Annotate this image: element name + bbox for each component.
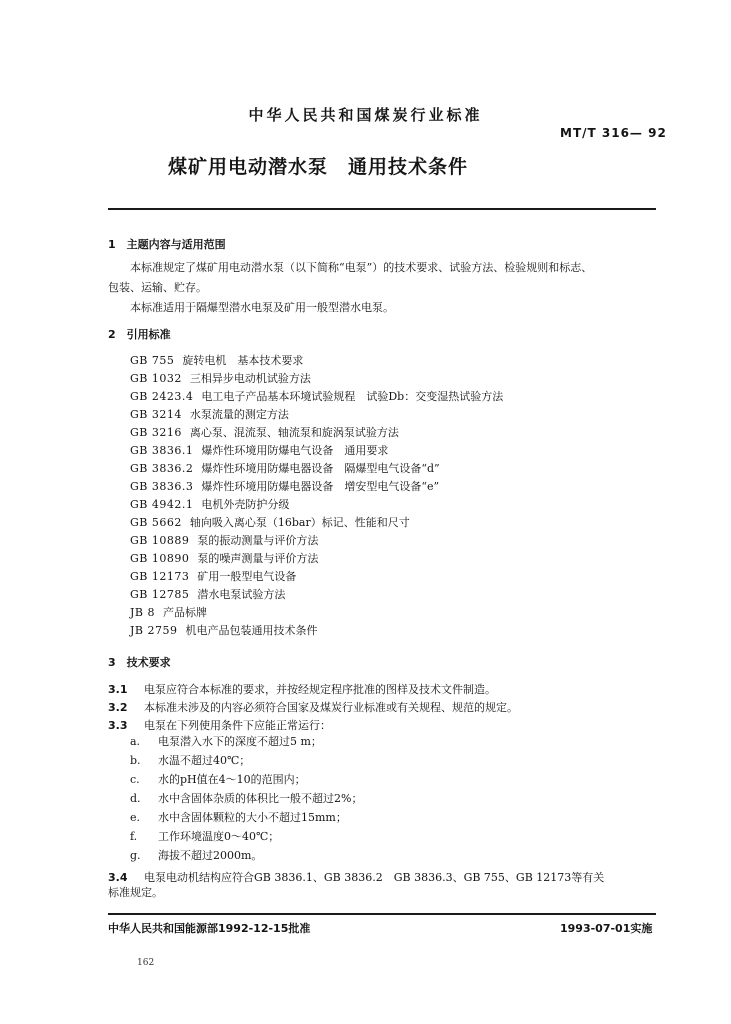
clause-number: 3.1 (108, 683, 128, 696)
approval-date: 中华人民共和国能源部1992-12-15批准 (108, 922, 311, 935)
reference-item (130, 352, 303, 368)
reference-title: 水泵流量的测定方法 (189, 408, 289, 421)
reference-code: GB 3836.1 (130, 444, 194, 457)
condition-item (130, 733, 322, 749)
reference-code: GB 5662 (130, 516, 182, 529)
standard-code: MT/T 316— 92 (560, 126, 667, 140)
section-1-para-1-line-1: 本标准规定了煤矿用电动潜水泵（以下简称“电泵”）的技术要求、试验方法、检验规则和标志、 (130, 261, 593, 274)
clause-number: 3.2 (108, 701, 128, 714)
clause-3-1 (108, 678, 496, 697)
reference-item (130, 460, 440, 476)
effective-date: 1993-07-01实施 (560, 922, 653, 935)
reference-title: 泵的振动测量与评价方法 (197, 534, 319, 547)
reference-item (130, 370, 311, 386)
reference-item (130, 514, 410, 530)
section-2-heading: 2 引用标准 (108, 328, 171, 341)
reference-title: 泵的噪声测量与评价方法 (197, 552, 319, 565)
clause-number: 3.3 (108, 719, 128, 732)
reference-title: 机电产品包装通用技术条件 (185, 624, 318, 637)
reference-item (130, 406, 289, 422)
item-letter: d. (130, 792, 141, 805)
header-divider (108, 208, 656, 210)
reference-title: 三相异步电动机试验方法 (189, 372, 311, 385)
reference-title: 爆炸性环境用防爆电器设备 增安型电气设备“e” (201, 480, 440, 493)
reference-code: GB 3836.2 (130, 462, 194, 475)
item-letter: a. (130, 735, 141, 748)
item-text: 水中含固体颗粒的大小不超过15mm； (158, 811, 347, 824)
reference-code: GB 3216 (130, 426, 182, 439)
reference-code: GB 3214 (130, 408, 182, 421)
condition-item (130, 790, 362, 806)
reference-code: GB 10890 (130, 552, 190, 565)
reference-code: GB 1032 (130, 372, 182, 385)
reference-item (130, 496, 289, 512)
clause-text: 本标准未涉及的内容必须符合国家及煤炭行业标准或有关规程、规范的规定。 (144, 701, 518, 714)
reference-title: 潜水电泵试验方法 (197, 588, 286, 601)
clause-3-4-continuation: 标准规定。 (108, 886, 163, 899)
reference-item (130, 622, 317, 638)
reference-item (130, 442, 388, 458)
reference-code: GB 2423.4 (130, 390, 194, 403)
clause-3-4 (108, 866, 604, 885)
reference-title: 轴向吸入离心泵（16bar）标记、性能和尺寸 (189, 516, 410, 529)
reference-item (130, 424, 399, 440)
reference-item (130, 550, 318, 566)
item-text: 海拔不超过2000m。 (158, 849, 263, 862)
reference-item (130, 568, 296, 584)
reference-code: JB 8 (130, 606, 155, 619)
page-number: 162 (137, 958, 155, 968)
reference-code: GB 4942.1 (130, 498, 194, 511)
condition-item (130, 752, 250, 768)
reference-code: JB 2759 (130, 624, 178, 637)
item-letter: f. (130, 830, 138, 843)
reference-title: 旋转电机 基本技术要求 (182, 354, 304, 367)
reference-item (130, 532, 318, 548)
reference-title: 矿用一般型电气设备 (197, 570, 297, 583)
section-1-para-1-line-2: 包装、运输、贮存。 (108, 281, 207, 294)
item-text: 水的pH值在4～10的范围内； (158, 773, 306, 786)
reference-title: 离心泵、混流泵、轴流泵和旋涡泵试验方法 (189, 426, 399, 439)
reference-title: 爆炸性环境用防爆电气设备 通用要求 (201, 444, 389, 457)
item-text: 电泵潜入水下的深度不超过5 m； (158, 735, 322, 748)
reference-title: 爆炸性环境用防爆电器设备 隔爆型电气设备“d” (201, 462, 440, 475)
item-text: 水温不超过40℃； (158, 754, 251, 767)
condition-item (130, 828, 279, 844)
item-text: 水中含固体杂质的体积比一般不超过2%； (158, 792, 363, 805)
reference-code: GB 10889 (130, 534, 190, 547)
clause-text: 电泵应符合本标准的要求，并按经规定程序批准的图样及技术文件制造。 (144, 683, 496, 696)
reference-code: GB 755 (130, 354, 175, 367)
clause-number: 3.4 (108, 871, 128, 884)
reference-item (130, 388, 503, 404)
clause-3-3 (108, 714, 331, 733)
item-letter: e. (130, 811, 141, 824)
reference-title: 电机外壳防护分级 (201, 498, 290, 511)
section-3-heading: 3 技术要求 (108, 656, 171, 669)
item-letter: b. (130, 754, 141, 767)
footer-divider (108, 913, 656, 915)
reference-item (130, 586, 285, 602)
clause-text: 电泵在下列使用条件下应能正常运行： (144, 719, 331, 732)
reference-code: GB 12173 (130, 570, 190, 583)
condition-item (130, 847, 262, 863)
item-letter: c. (130, 773, 140, 786)
standard-category: 中华人民共和国煤炭行业标准 (248, 106, 483, 124)
condition-item (130, 771, 306, 787)
reference-code: GB 3836.3 (130, 480, 194, 493)
section-1-heading: 1 主题内容与适用范围 (108, 238, 226, 251)
item-text: 工作环境温度0～40℃； (158, 830, 280, 843)
condition-item (130, 809, 347, 825)
reference-item (130, 604, 207, 620)
clause-3-2 (108, 696, 518, 715)
item-letter: g. (130, 849, 141, 862)
clause-text: 电泵电动机结构应符合GB 3836.1、GB 3836.2 GB 3836.3、GB 755、GB 12173等有关 (144, 871, 605, 884)
reference-item (130, 478, 439, 494)
reference-title: 电工电子产品基本环境试验规程 试验Db：交变湿热试验方法 (201, 390, 504, 403)
reference-code: GB 12785 (130, 588, 190, 601)
document-title: 煤矿用电动潜水泵 通用技术条件 (168, 156, 469, 178)
section-1-para-2: 本标准适用于隔爆型潜水电泵及矿用一般型潜水电泵。 (130, 301, 394, 314)
reference-title: 产品标牌 (163, 606, 207, 619)
